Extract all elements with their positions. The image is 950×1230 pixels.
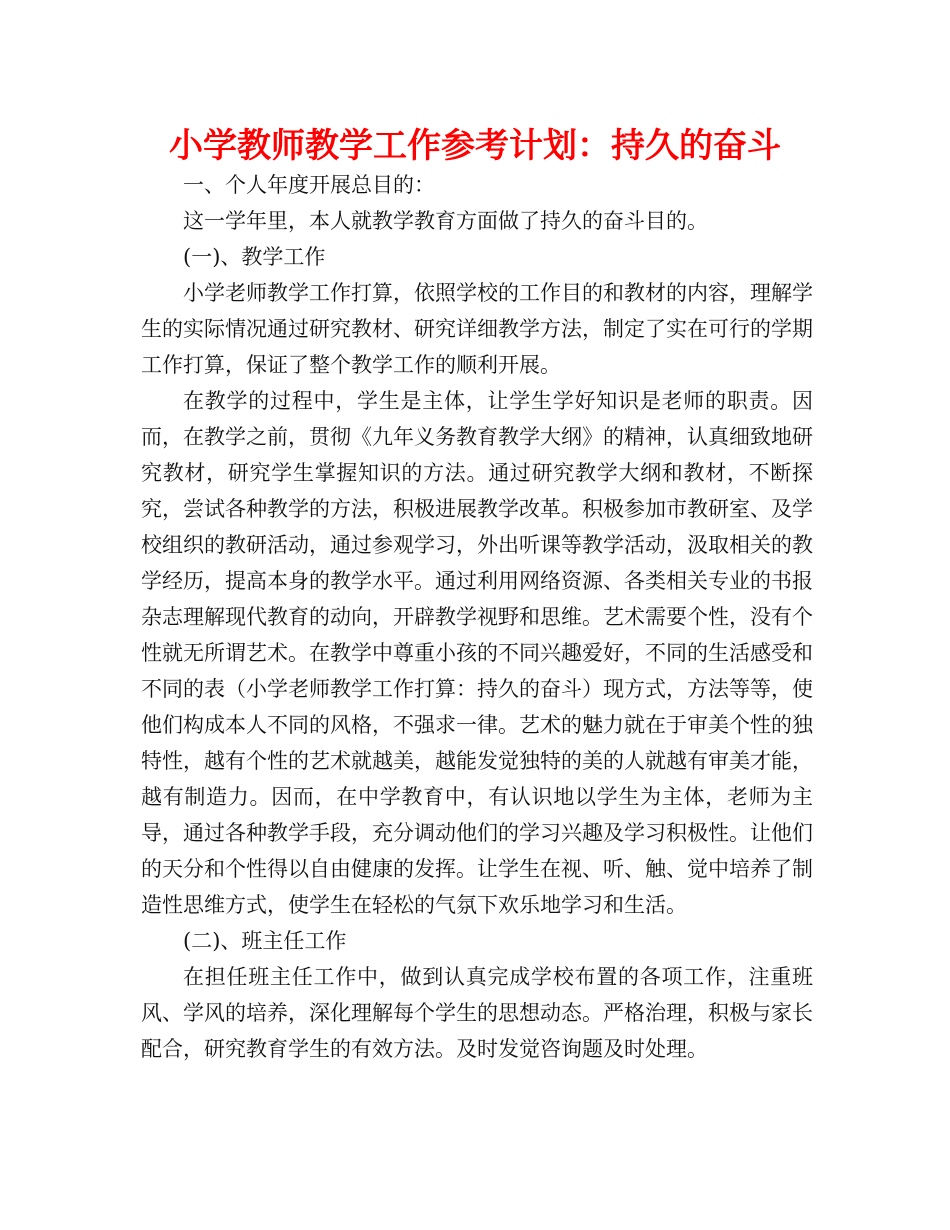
- paragraph-intro: 这一学年里，本人就教学教育方面做了持久的奋斗目的。: [183, 209, 708, 233]
- section-heading-goals: 一、个人年度开展总目的：: [183, 173, 435, 197]
- paragraph-teaching-plan: 小学老师教学工作打算，依照学校的工作目的和教材的内容，理解学生的实际情况通过研究教材、研究详细教学方法，制定了实在可行的学期工作打算，保证了整个教学工作的顺利开展。: [141, 281, 813, 377]
- document-title: 小学教师教学工作参考计划：持久的奋斗: [169, 126, 781, 166]
- section-heading-teaching: (一)、教学工作: [183, 245, 326, 269]
- section-heading-class-teacher: (二)、班主任工作: [183, 929, 347, 953]
- document-body: [141, 167, 813, 1067]
- paragraph-teaching-process: 在教学的过程中，学生是主体，让学生学好知识是老师的职责。因而，在教学之前，贯彻《九年义务教育教学大纲》的精神，认真细致地研究教材，研究学生掌握知识的方法。通过研究教学大纲和教材，不断探究，尝试各种教学的方法，积极进展教学改革。积极参加市教研室、及学校组织的教研活动，通过参观学习，外出听课等教学活动，汲取相关的教学经历，提高本身的教学水平。通过利用网络资源、各类相关专业的书报杂志理解现代教育的动向，开辟教学视野和思维。艺术需要个性，没有个性就无所谓艺术。在教学中尊重小孩的不同兴趣爱好，不同的生活感受和不同的表（小学老师教学工作打算：持久的奋斗）现方式，方法等等，使他们构成本人不同的风格，不强求一律。艺术的魅力就在于审美个性的独特性，越有个性的艺术就越美，越能发觉独特的美的人就越有审美才能，越有制造力。因而，在中学教育中，有认识地以学生为主体，老师为主导，通过各种教学手段，充分调动他们的学习兴趣及学习积极性。让他们的天分和个性得以自由健康的发挥。让学生在视、听、触、觉中培养了制造性思维方式，使学生在轻松的气氛下欢乐地学习和生活。: [141, 389, 813, 917]
- paragraph-class-teacher: 在担任班主任工作中，做到认真完成学校布置的各项工作，注重班风、学风的培养，深化理解每个学生的思想动态。严格治理，积极与家长配合，研究教育学生的有效方法。及时发觉咨询题及时处理。: [141, 965, 813, 1061]
